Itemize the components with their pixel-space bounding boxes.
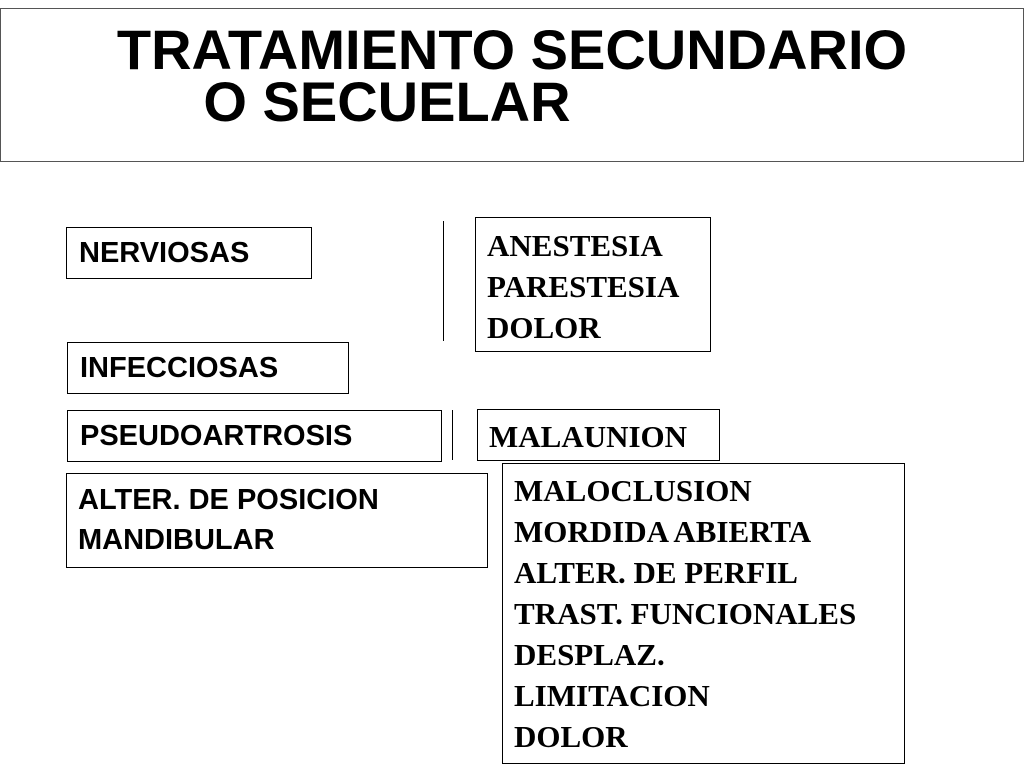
detail-alter-posicion-item: DESPLAZ. xyxy=(514,637,665,672)
category-alter-posicion xyxy=(66,473,488,568)
title-line-2: O SECUELAR xyxy=(203,70,571,133)
detail-alter-posicion-item: MORDIDA ABIERTA xyxy=(514,514,812,549)
title-box xyxy=(0,8,1024,162)
detail-pseudoartrosis-item: MALAUNION xyxy=(489,419,688,454)
category-pseudoartrosis xyxy=(67,410,442,462)
detail-pseudoartrosis-box xyxy=(477,409,720,461)
category-alter-posicion-label-1: ALTER. DE POSICION xyxy=(78,484,379,516)
category-pseudoartrosis-label: PSEUDOARTROSIS xyxy=(80,420,353,452)
detail-nerviosas-item: PARESTESIA xyxy=(487,269,680,304)
detail-alter-posicion-box xyxy=(502,463,905,764)
detail-alter-posicion-item: MALOCLUSION xyxy=(514,473,752,508)
detail-nerviosas-item: DOLOR xyxy=(487,310,601,345)
category-alter-posicion-label-2: MANDIBULAR xyxy=(78,524,275,556)
detail-alter-posicion-item: ALTER. DE PERFIL xyxy=(514,555,798,590)
title-line-1: TRATAMIENTO SECUNDARIO xyxy=(116,18,908,81)
category-infecciosas-label: INFECCIOSAS xyxy=(80,352,279,384)
detail-nerviosas-box xyxy=(475,217,711,352)
category-nerviosas-label: NERVIOSAS xyxy=(79,237,250,269)
category-infecciosas xyxy=(67,342,349,394)
category-nerviosas xyxy=(66,227,312,279)
detail-alter-posicion-item: DOLOR xyxy=(514,719,628,754)
connector-nerviosas xyxy=(443,221,444,341)
detail-nerviosas-item: ANESTESIA xyxy=(487,228,663,263)
detail-alter-posicion-item: LIMITACION xyxy=(514,678,710,713)
connector-pseudoartrosis xyxy=(452,410,453,460)
detail-alter-posicion-item: TRAST. FUNCIONALES xyxy=(514,596,857,631)
